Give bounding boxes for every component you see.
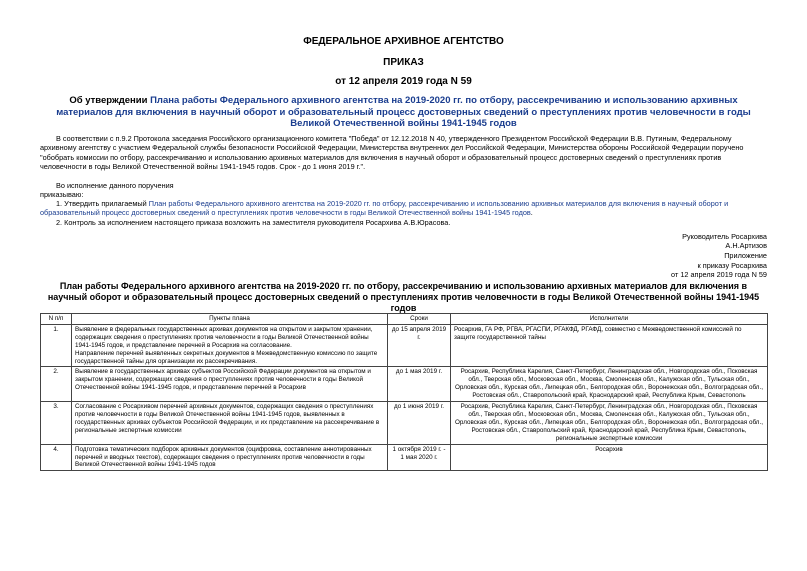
row-number: 3.	[41, 402, 72, 445]
item1-prefix: 1. Утвердить прилагаемый	[56, 199, 147, 208]
order-item-1	[40, 199, 767, 218]
document-type: ПРИКАЗ	[383, 57, 424, 68]
row-executors: Росархив, ГА РФ, РГВА, РГАСПИ, РГАКФД, РГАФД, совместно с Межведомственной комиссией по защите государственной тайны	[451, 324, 768, 367]
row-term: до 15 апреля 2019 г.	[388, 324, 451, 367]
table-row	[41, 324, 768, 367]
header-item: Пункты плана	[72, 314, 388, 325]
title-link[interactable]: Плана работы Федерального архивного агентства на 2019-2020 гг. по отбору, рассекречиванию и использованию архивных материалов для включения в научный оборот и образовательный процесс достоверных сведений о преступлениях против человечности в годы Великой Отечественной войны 1941-1945 годов	[56, 95, 751, 129]
order-word: приказываю:	[40, 190, 84, 199]
row-item: Выявление в федеральных государственных архивах документов на открытом и закрытом хранении, содержащих сведения о преступлениях против человечности в годы Великой Отечественной войны 1941-1945 годов, и представление перечней в Росархив на согласование. Направление перечней выявленных секретных документов в Межведомственную комиссию по защите государственной тайны для организации их рассекречивания.	[72, 324, 388, 367]
row-number: 4.	[41, 444, 72, 471]
row-executors: Росархив	[451, 444, 768, 471]
table-row	[41, 367, 768, 402]
signature-role: Руководитель Росархива	[682, 232, 767, 241]
plan-table	[40, 313, 768, 471]
appendix-date: от 12 апреля 2019 года N 59	[671, 270, 767, 279]
appendix-label: Приложение	[724, 251, 767, 260]
row-item: Подготовка тематических подборок архивных документов (оцифровка, составление аннотированных перечней и вводных текстов), содержащих сведения о преступлениях против человечности в годы Великой Отечественной войны 1941-1945 годов	[72, 444, 388, 471]
appendix-to: к приказу Росархива	[697, 261, 767, 270]
title-prefix: Об утверждении	[69, 95, 151, 106]
row-term: до 1 мая 2019 г.	[388, 367, 451, 402]
row-executors: Росархив, Республика Карелия, Санкт-Петербург, Ленинградская обл., Новгородская обл., Псковская обл., Тверская обл., Московская обл., Москва, Смоленская обл., Калужская обл., Тульская обл., Орловская обл., Курская обл., Липецкая обл., Белгородская обл., Воронежская обл., Волгоградская обл., Ростовская обл., Ставропольский край, Краснодарский край, Республика Крым, Севастополь, региональные экспертные комиссии	[451, 402, 768, 445]
document-date: от 12 апреля 2019 года N 59	[335, 76, 472, 87]
table-row	[41, 402, 768, 445]
table-header-row	[41, 314, 768, 325]
row-number: 2.	[41, 367, 72, 402]
preamble-paragraph: В соответствии с п.9.2 Протокола заседания Российского организационного комитета "Победа" от 12.12.2018 N 40, утвержденного Президентом Российской Федерации В.В. Путиным, Федеральному архивному агентству с участием Федеральной службы безопасности Российской Федерации, Министерства внутренних дел Российской Федерации, Министерства обороны Российской Федерации поручено "обобрать комиссии по отбору, рассекречиванию и использованию архивных материалов для включения в научный оборот и образовательный процесс достоверных сведений о преступлениях против человечности в годы Великой Отечественной войны 1941-1945 годов. Срок - до 1 июня 2019 г.".	[40, 134, 744, 172]
row-item: Выявление в государственных архивах субъектов Российской Федерации документов на открытом и закрытом хранении, содержащих сведения о преступлениях против человечности в годы Великой Отечественной войны 1941-1945 годов, и представление перечней в Росархив	[72, 367, 388, 402]
row-term: 1 октября 2019 г. - 1 мая 2020 г.	[388, 444, 451, 471]
execution-line: Во исполнение данного поручения	[56, 181, 174, 190]
row-term: до 1 июня 2019 г.	[388, 402, 451, 445]
signature-name: А.Н.Артизов	[725, 241, 767, 250]
header-number: N п/п	[41, 314, 72, 325]
header-term: Сроки	[388, 314, 451, 325]
row-number: 1.	[41, 324, 72, 367]
plan-link[interactable]: План работы Федерального архивного агентства на 2019-2020 гг. по отбору, рассекречиванию и использованию архивных материалов для включения в научный оборот и образовательный процесс достоверных сведений о преступлениях против человечности в годы Великой Отечественной войны 1941-1945 годов	[40, 199, 729, 218]
item1-suffix: .	[530, 208, 533, 218]
row-executors: Росархив, Республика Карелия, Санкт-Петербург, Ленинградская обл., Новгородская обл., Псковская обл., Тверская обл., Московская обл., Москва, Смоленская обл., Калужская обл., Тульская обл., Орловская обл., Курская обл., Липецкая обл., Белгородская обл., Воронежская обл., Волгоградская обл., Ростовская обл., Ставропольский край, Краснодарский край, Республика Крым, Севастополь	[451, 367, 768, 402]
document-title	[40, 95, 767, 130]
agency-name: ФЕДЕРАЛЬНОЕ АРХИВНОЕ АГЕНТСТВО	[303, 36, 504, 47]
table-row	[41, 444, 768, 471]
header-executors: Исполнители	[451, 314, 768, 325]
row-item: Согласование с Росархивом перечней архивных документов, содержащих сведения о преступлениях против человечности в годы Великой Отечественной войны 1941-1945 годов, выявленных в государственных архивах субъектов Российской Федерации, и их представление на рассекречивание в региональные экспертные комиссии	[72, 402, 388, 445]
plan-title: План работы Федерального архивного агентства на 2019-2020 гг. по отбору, рассекречиванию и использованию архивных материалов для включения в научный оборот и образовательный процесс достоверных сведений о преступлениях против человечности в годы Великой Отечественной войны 1941-1945 годов	[47, 281, 760, 313]
order-item-2: 2. Контроль за исполнением настоящего приказа возложить на заместителя руководителя Росархива А.В.Юрасова.	[56, 218, 451, 227]
